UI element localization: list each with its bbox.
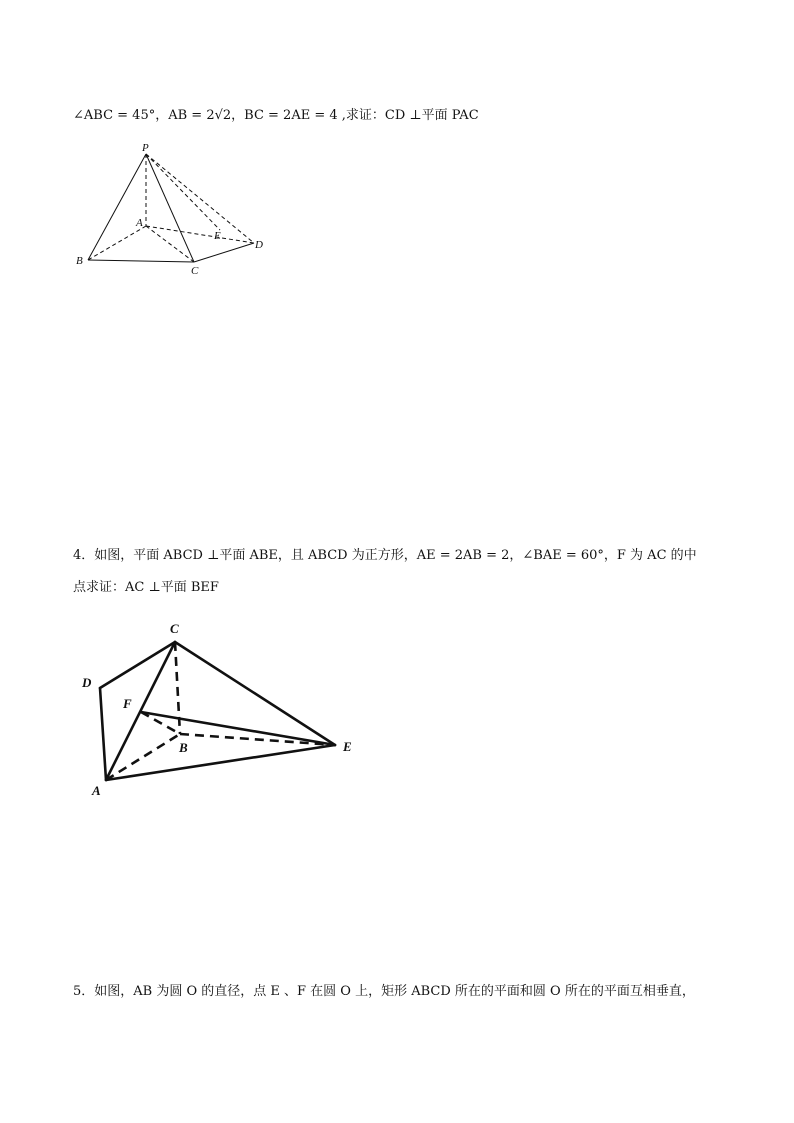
edge-AC: [146, 226, 194, 262]
problem5-statement-line1: 5．如图，AB 为圆 O 的直径，点 E 、F 在圆 O 上，矩形 ABCD 所在的平面和圆 O 所在的平面互相垂直，: [73, 984, 695, 999]
edge-PC: [146, 154, 194, 262]
label-E: E: [214, 230, 221, 242]
edge-CB: [175, 642, 180, 734]
edge-PD: [146, 154, 254, 243]
problem4-statement-line1: 4．如图，平面 ABCD ⊥平面 ABE，且 ABCD 为正方形，AE = 2AB = 2，∠BAE = 60°，F 为 AC 的中: [73, 548, 697, 563]
problem4-solid-figure: [75, 615, 365, 800]
problem3-statement: ∠ABC = 45°，AB = 2√2，BC = 2AE = 4 ,求证：CD ⊥平面 PAC: [73, 108, 479, 123]
edge-AE: [106, 745, 335, 780]
label-C: C: [191, 265, 199, 277]
problem4-statement-line2: 点求证：AC ⊥平面 BEF: [73, 580, 219, 595]
edge-CD: [194, 243, 254, 262]
edge-CE: [175, 642, 335, 745]
label-D: D: [255, 239, 263, 251]
label-C: C: [170, 621, 179, 636]
label-B: B: [76, 255, 83, 267]
label-F: F: [123, 696, 132, 711]
label-D: D: [82, 675, 92, 690]
edge-PE: [146, 154, 220, 230]
edge-AB: [88, 226, 146, 260]
label-A: A: [92, 783, 101, 798]
edge-PB: [88, 154, 146, 260]
edge-DA: [100, 688, 106, 780]
edge-BC: [88, 260, 194, 262]
label-P: P: [142, 142, 149, 154]
edge-AD: [146, 226, 254, 243]
label-B: B: [179, 740, 188, 755]
problem3-pyramid-figure: [70, 140, 270, 280]
label-A: A: [136, 217, 143, 229]
edge-BE: [180, 734, 335, 745]
label-E: E: [343, 739, 352, 754]
